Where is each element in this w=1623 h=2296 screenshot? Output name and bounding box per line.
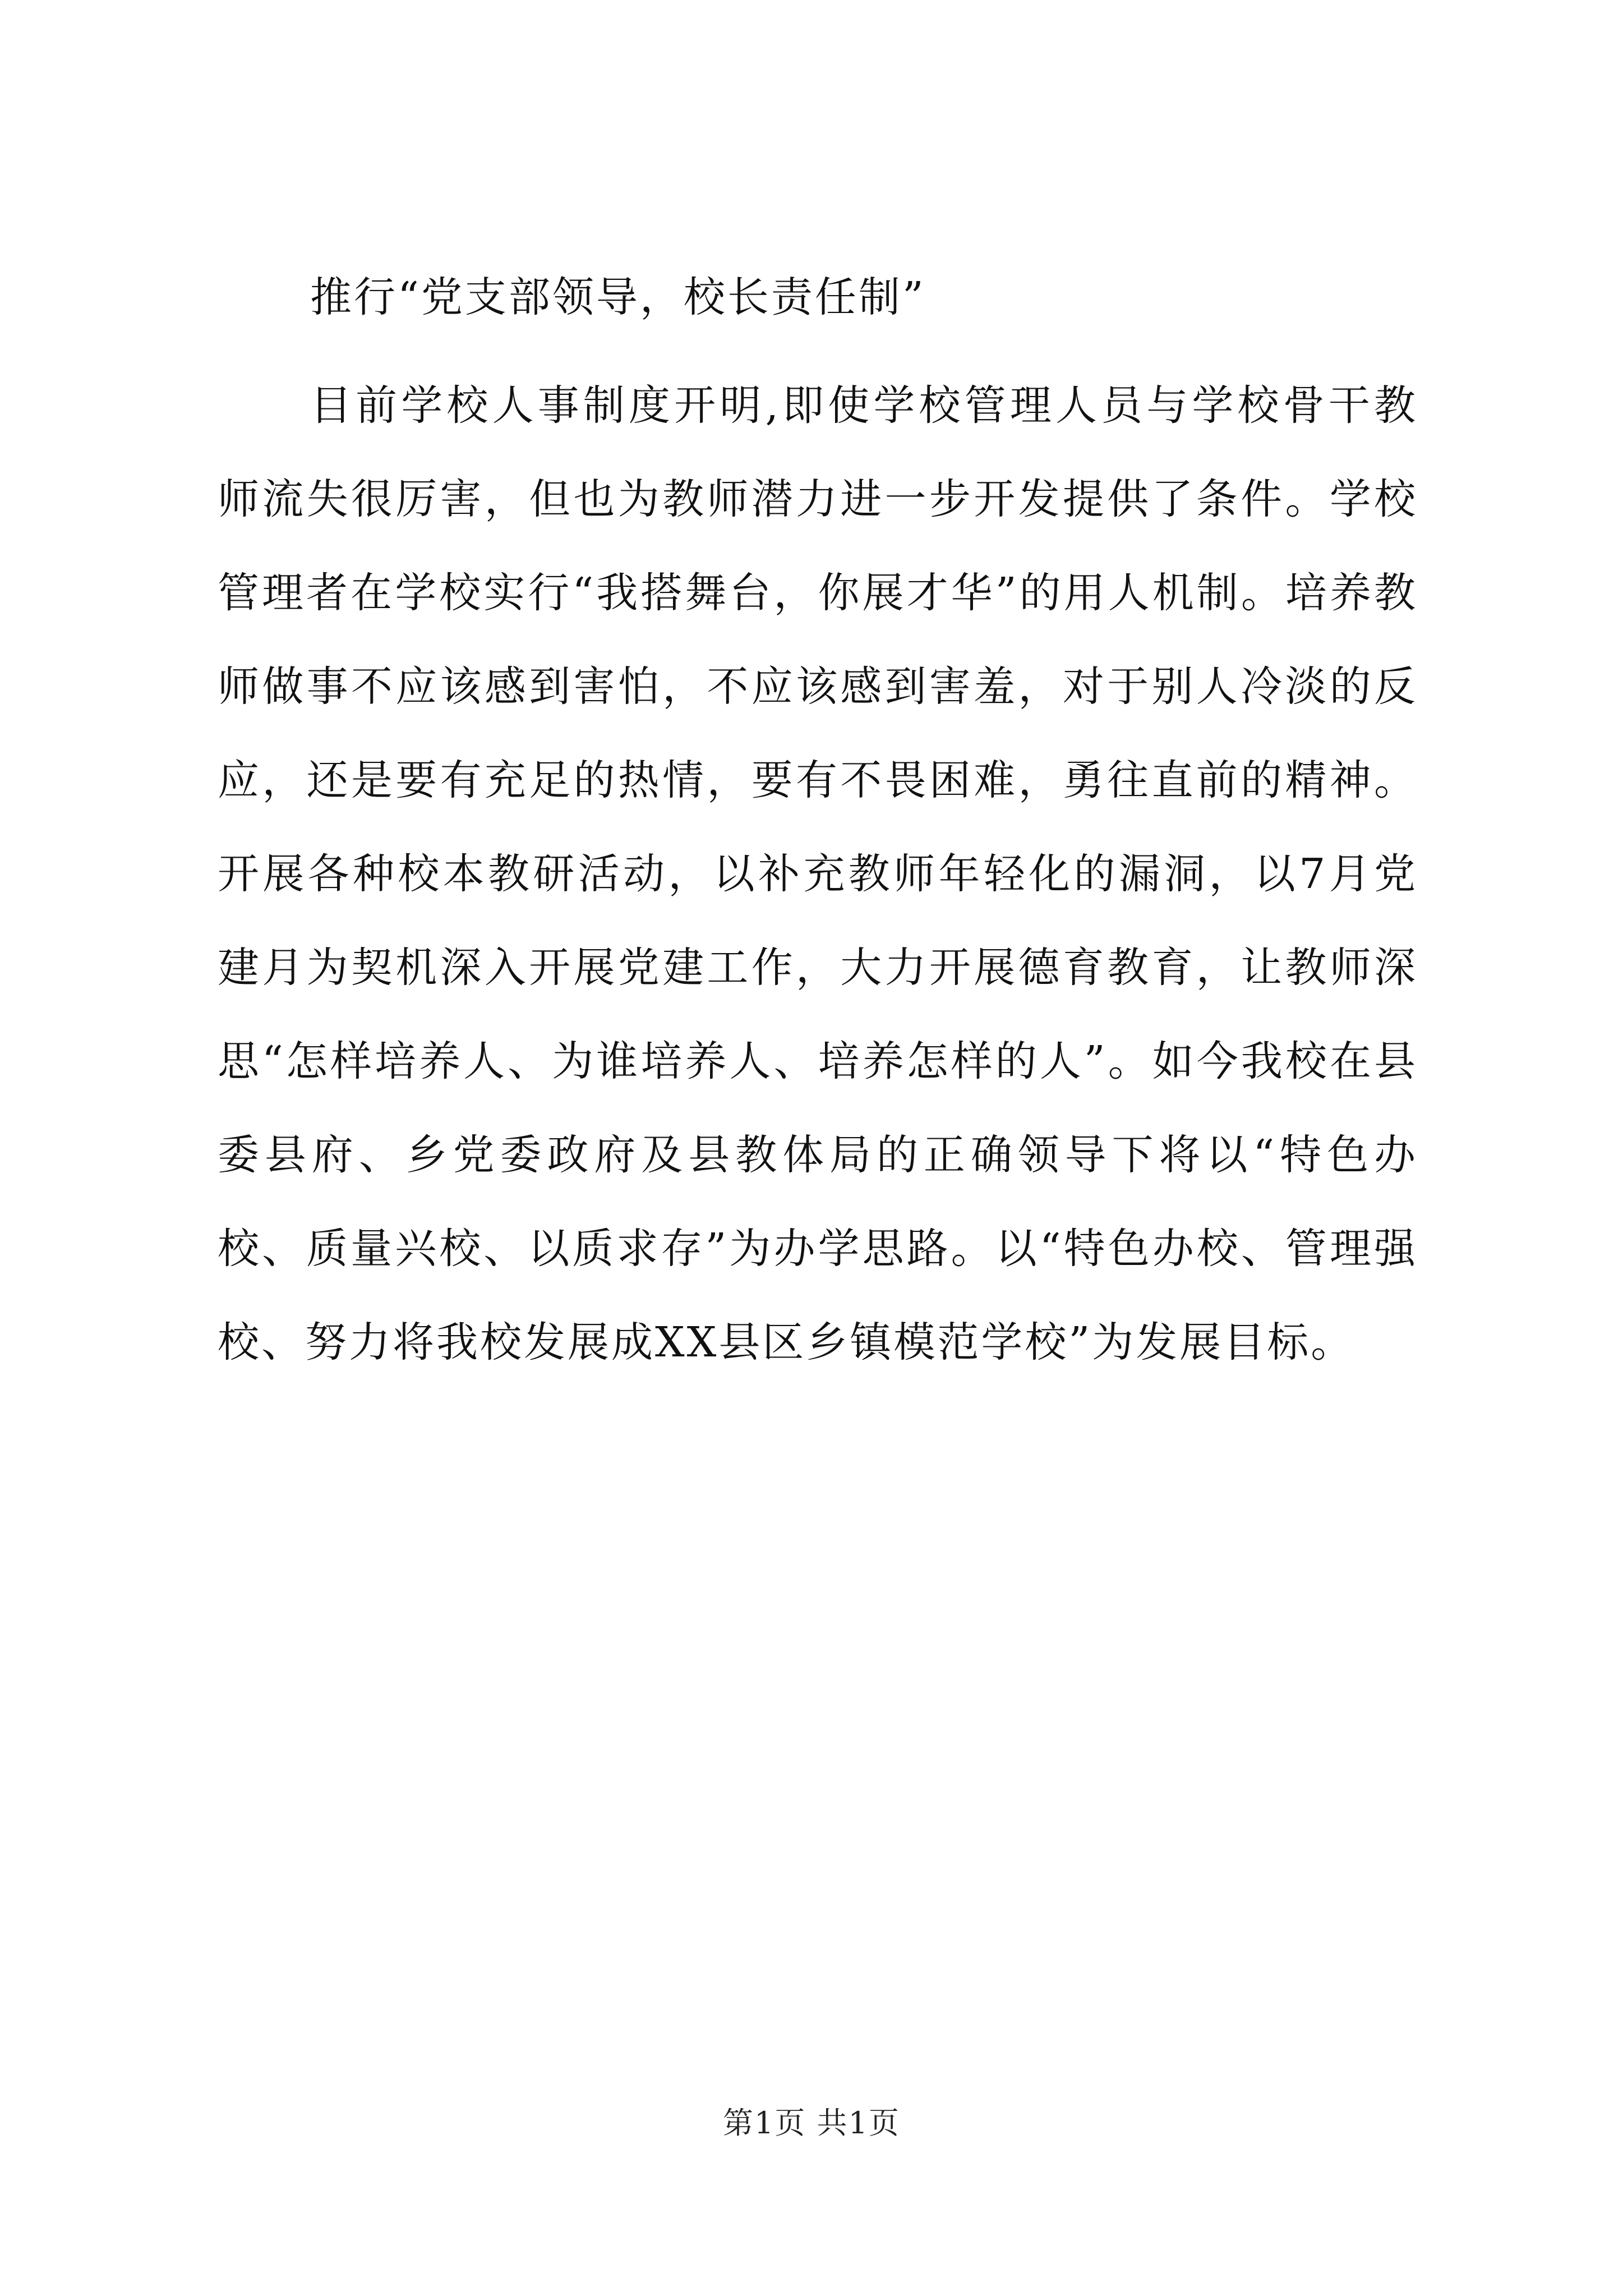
body-paragraph: 目前学校人事制度开明,即使学校管理人员与学校骨干教师流失很厉害，但也为教师潜力进一步开发提供了条件。学校管理者在学校实行“我搭舞台，你展才华”的用人机制。培养教师做事不应该感到害怕，不应该感到害羞，对于别人冷淡的反应，还是要有充足的热情，要有不畏困难，勇往直前的精神。开展各种校本教研活动，以补充教师年轻化的漏洞，以7月党建月为契机深入开展党建工作，大力开展德育教育，让教师深思“怎样培养人、为谁培养人、培养怎样的人”。如今我校在县委县府、乡党委政府及县教体局的正确领导下将以“特色办校、质量兴校、以质求存”为办学思路。以“特色办校、管理强校、努力将我校发展成XX县区乡镇模范学校”为发展目标。 (218, 381, 1418, 1366)
page-footer: 第1页 共1页 (723, 2105, 900, 2141)
section-heading: 推行“党支部领导，校长责任制” (310, 273, 926, 321)
